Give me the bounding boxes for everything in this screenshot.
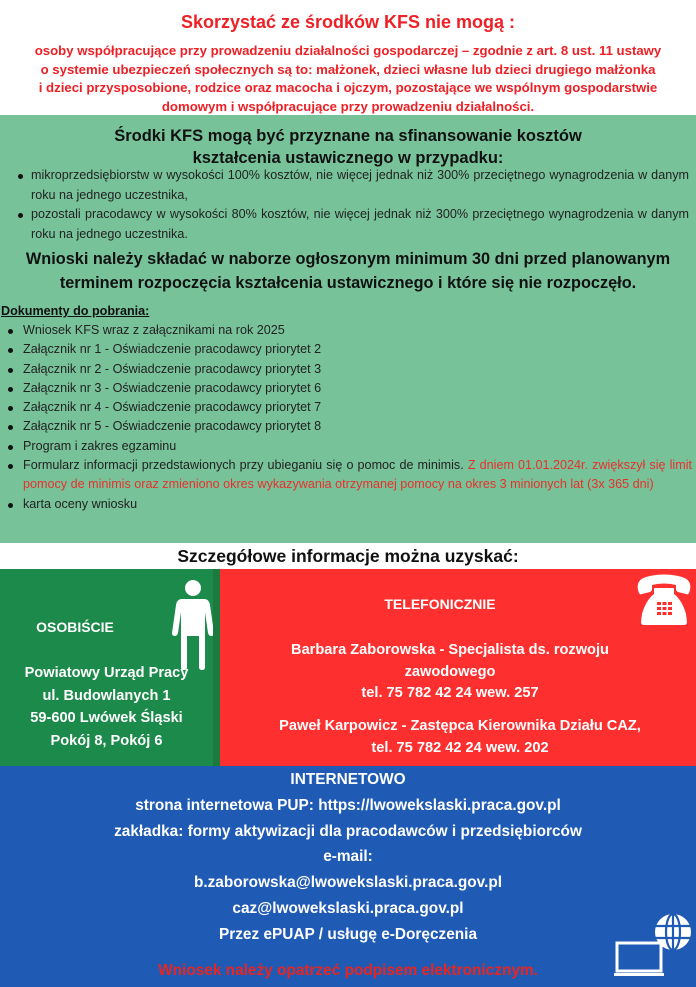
email-link-caz[interactable]: caz@lwowekslaski.praca.gov.pl	[232, 899, 464, 917]
signature-note: Wniosek należy opatrzeć podpisem elektronicznym.	[158, 962, 538, 979]
website-link[interactable]: strona internetowa PUP: https://lwowekslaski.praca.gov.pl	[135, 796, 561, 814]
deadline-line: terminem rozpoczęcia kształcenia ustawicznego i które się nie rozpoczęło.	[59, 273, 637, 292]
document-link[interactable]: Załącznik nr 2 - Oświadczenie pracodawcy priorytet 3	[8, 360, 692, 379]
documents-list	[8, 321, 692, 514]
not-eligible-line: o systemie ubezpieczeń społecznych są to: małżonek, dzieci własne lub dzieci drugiego małżonka	[40, 61, 656, 77]
funding-section	[0, 115, 696, 543]
deminimis-text: Formularz informacji przedstawionych przy ubieganiu się o pomoc de minimis.	[23, 458, 464, 473]
deminimis-note: Z dniem 01.01.2024r. zwiększył się limit pomocy de minimis oraz zmieniono okres wykazywania otrzymanej pomocy na okres 3 minionych lat (3x 365 dni)	[23, 458, 693, 492]
epuap-info: Przez ePUAP / usługę e-Doręczenia	[218, 925, 478, 943]
not-eligible-line: domowym i współpracujące przy prowadzeniu działalności.	[161, 98, 535, 114]
deadline-note	[0, 248, 696, 295]
document-link[interactable]: Załącznik nr 5 - Oświadczenie pracodawcy priorytet 8	[8, 417, 692, 436]
online-info	[0, 767, 696, 948]
contact-line: zawodowego	[404, 663, 496, 680]
email-label: e-mail:	[323, 848, 373, 866]
document-link[interactable]: Załącznik nr 4 - Oświadczenie pracodawcy priorytet 7	[8, 398, 692, 417]
address-line: 59-600 Lwówek Śląski	[30, 710, 183, 726]
funding-item: pozostali pracodawcy w wysokości 80% kosztów, nie więcej jednak niż 300% przeciętnego wynagrodzenia w danym roku na jednego uczestnika.	[13, 205, 689, 244]
funding-title	[0, 125, 696, 169]
document-link-deminimis[interactable]	[8, 456, 692, 495]
telephone-icon	[634, 574, 694, 626]
contact-phone[interactable]: tel. 75 782 42 24 wew. 202	[371, 739, 549, 756]
phone-contact-panel	[220, 569, 696, 766]
document-link[interactable]: Wniosek KFS wraz z załącznikami na rok 2025	[8, 321, 692, 340]
contact-phone[interactable]: tel. 75 782 42 24 wew. 257	[361, 685, 539, 701]
online-label: INTERNETOWO	[290, 771, 406, 788]
phone-label: TELEFONICZNIE	[384, 596, 496, 612]
info-title: Szczegółowe informacje można uzyskać:	[177, 546, 519, 566]
address-line: ul. Budowlanych 1	[42, 687, 171, 704]
contact-line: Paweł Karpowicz - Zastępca Kierownika Działu CAZ,	[279, 718, 641, 734]
not-eligible-text	[0, 42, 696, 116]
not-eligible-title: Skorzystać ze środków KFS nie mogą :	[180, 12, 516, 32]
panel-divider	[213, 569, 220, 766]
not-eligible-line: i dzieci przysposobione, rodzice oraz macocha i ojczym, pozostające we wspólnym gospodarstwie	[38, 80, 658, 95]
funding-title-line: Środki KFS mogą być przyznane na sfinansowanie kosztów	[114, 127, 582, 145]
deadline-line: Wnioski należy składać w naborze ogłoszonym minimum 30 dni przed planowanym	[25, 250, 671, 268]
website-tab-info: zakładka: formy aktywizacji dla pracodawców i przedsiębiorców	[114, 822, 582, 840]
document-link[interactable]: Załącznik nr 1 - Oświadczenie pracodawcy priorytet 2	[8, 340, 692, 359]
document-link[interactable]: karta oceny wniosku	[8, 495, 692, 514]
documents-heading: Dokumenty do pobrania:	[1, 304, 150, 318]
person-icon	[172, 579, 214, 671]
personal-contact-panel	[0, 569, 213, 766]
contact-karpowicz	[230, 716, 690, 759]
address-line: Powiatowy Urząd Pracy	[24, 665, 189, 681]
laptop-globe-icon	[614, 913, 692, 979]
not-eligible-section	[0, 0, 696, 115]
office-address	[0, 662, 213, 752]
not-eligible-line: osoby współpracujące przy prowadzeniu działalności gospodarczej – zgodnie z art. 8 ust. 11 ustawy	[34, 43, 662, 58]
funding-list	[13, 166, 689, 244]
email-link-zaborowska[interactable]: b.zaborowska@lwowekslaski.praca.gov.pl	[193, 874, 503, 892]
document-link[interactable]: Załącznik nr 3 - Oświadczenie pracodawcy priorytet 6	[8, 379, 692, 398]
personal-label: OSOBIŚCIE	[36, 619, 114, 635]
document-link[interactable]: Program i zakres egzaminu	[8, 437, 692, 456]
funding-title-line: kształcenia ustawicznego w przypadku:	[192, 149, 504, 167]
funding-item: mikroprzedsiębiorstw w wysokości 100% kosztów, nie więcej jednak niż 300% przeciętnego wynagrodzenia w danym roku na jednego uczestnika,	[13, 166, 689, 205]
online-contact-panel	[0, 766, 696, 987]
contact-zaborowska	[230, 640, 670, 705]
address-line: Pokój 8, Pokój 6	[50, 732, 163, 749]
contact-line: Barbara Zaborowska - Specjalista ds. rozwoju	[291, 642, 609, 658]
